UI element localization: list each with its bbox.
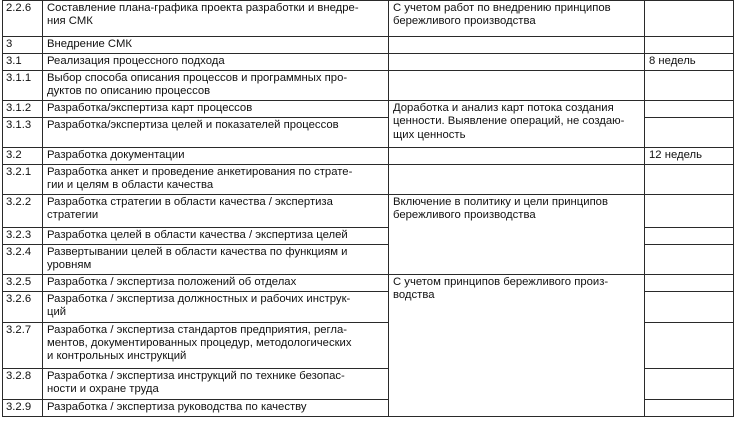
row-number: 3.2.3 — [3, 227, 43, 244]
row-number: 3.2.6 — [3, 291, 43, 322]
row-number: 3.2.7 — [3, 322, 43, 368]
row-number: 3.2.2 — [3, 194, 43, 227]
task-duration — [645, 227, 734, 244]
task-note — [389, 54, 645, 71]
row-number: 3.2.8 — [3, 368, 43, 399]
table-row — [3, 274, 734, 291]
quality-policy-note: Включение в политику и цели принципов бережливого производства — [389, 194, 645, 274]
task-name: Разработка анкет и проведение анкетирования по страте- гии и целям в области качества — [43, 165, 389, 195]
task-duration — [645, 368, 734, 399]
task-name: Составление плана-графика проекта разработки и внедре- ния СМК — [43, 1, 389, 37]
task-name: Разработка / экспертиза руководства по качеству — [43, 399, 389, 416]
task-name: Разработка/экспертиза карт процессов — [43, 101, 389, 118]
task-name: Реализация процессного подхода — [43, 54, 389, 71]
task-duration — [645, 1, 734, 37]
table-row — [3, 37, 734, 54]
task-note — [389, 37, 645, 54]
task-name: Разработка/экспертиза целей и показателей процессов — [43, 118, 389, 148]
task-name: Разработка целей в области качества / экспертиза целей — [43, 227, 389, 244]
table-row — [3, 101, 734, 118]
task-note: С учетом работ по внедрению принципов бережливого производства — [389, 1, 645, 37]
task-name: Выбор способа описания процессов и программных про- дуктов по описанию процессов — [43, 71, 389, 101]
task-duration — [645, 165, 734, 195]
lean-principles-note: С учетом принципов бережливого произ- водства — [389, 274, 645, 416]
row-number: 2.2.6 — [3, 1, 43, 37]
table-row — [3, 1, 734, 37]
process-maps-note: Доработка и анализ карт потока создания ценности. Выявление операций, не создаю- щих ценность — [389, 101, 645, 148]
task-duration — [645, 194, 734, 227]
row-number: 3.1.3 — [3, 118, 43, 148]
task-name: Разработка документации — [43, 148, 389, 165]
table-row — [3, 54, 734, 71]
task-note — [389, 148, 645, 165]
task-duration — [645, 244, 734, 274]
task-name: Разработка / экспертиза стандартов предприятия, регла- ментов, документированных процедур, методологических и контрольных инструкций — [43, 322, 389, 368]
task-note — [389, 165, 645, 195]
task-duration — [645, 101, 734, 118]
project-plan-table — [2, 0, 734, 417]
row-number: 3 — [3, 37, 43, 54]
table-row — [3, 71, 734, 101]
task-duration — [645, 37, 734, 54]
task-name: Разработка / экспертиза должностных и рабочих инструк- ций — [43, 291, 389, 322]
row-number: 3.2.4 — [3, 244, 43, 274]
task-duration — [645, 274, 734, 291]
table-row — [3, 194, 734, 227]
row-number: 3.2 — [3, 148, 43, 165]
task-duration — [645, 118, 734, 148]
task-name: Разработка / экспертиза инструкций по технике безопас- ности и охране труда — [43, 368, 389, 399]
table-row — [3, 148, 734, 165]
row-number: 3.1.1 — [3, 71, 43, 101]
row-number: 3.2.1 — [3, 165, 43, 195]
task-duration — [645, 322, 734, 368]
row-number: 3.2.5 — [3, 274, 43, 291]
task-name: Разработка / экспертиза положений об отделах — [43, 274, 389, 291]
task-name: Внедрение СМК — [43, 37, 389, 54]
task-note — [389, 71, 645, 101]
task-duration — [645, 291, 734, 322]
table-row — [3, 165, 734, 195]
task-duration: 12 недель — [645, 148, 734, 165]
task-duration — [645, 71, 734, 101]
task-duration: 8 недель — [645, 54, 734, 71]
task-duration — [645, 399, 734, 416]
task-name: Развертывании целей в области качества по функциям и уровням — [43, 244, 389, 274]
task-name: Разработка стратегии в области качества / экспертиза стратегии — [43, 194, 389, 227]
row-number: 3.1 — [3, 54, 43, 71]
row-number: 3.1.2 — [3, 101, 43, 118]
row-number: 3.2.9 — [3, 399, 43, 416]
